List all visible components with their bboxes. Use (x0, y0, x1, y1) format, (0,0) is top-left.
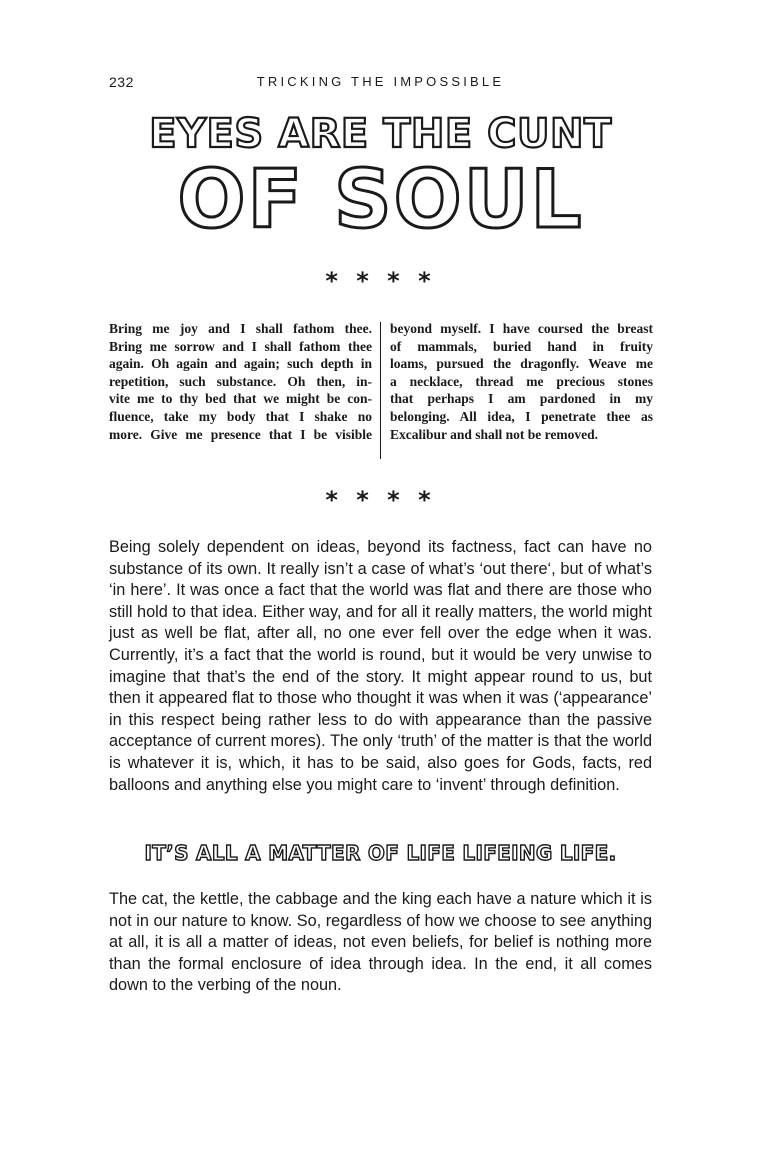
body-paragraph-2: The cat, the kettle, the cabbage and the king each have a nature which it is not in our nature to know. So, regardless of how we choose to see anything at all, it is all a matter of ideas, not even beliefs, for belief is nothing more than the formal enclosure of idea through idea. In the end, it all comes down to the verbing of the noun. (109, 890, 652, 995)
section-separator-top: * * * * (325, 267, 436, 295)
poem-line: more. Give me presence that I be visible (109, 426, 372, 442)
poem-line: repetition, such substance. Oh then, in- (109, 373, 372, 389)
poem-line: belonging. All idea, I penetrate thee as (390, 408, 653, 424)
poem-line: that perhaps I am pardoned in my (390, 391, 653, 407)
page-number: 232 (109, 74, 134, 90)
poem-line: fluence, take my body that I shake no (109, 408, 372, 424)
poem-line: vite me to thy bed that we might be con- (109, 391, 372, 407)
poem-line: Excalibur and shall not be removed. (390, 426, 599, 442)
poem-left-column (109, 320, 372, 443)
poem-line: Bring me joy and I shall fathom thee. (109, 321, 372, 336)
poem-block (109, 320, 653, 458)
poem-line: loams, pursued the dragonfly. Weave me (390, 356, 653, 372)
column-divider (380, 322, 381, 459)
poem-line: beyond myself. I have coursed the breast (390, 321, 653, 336)
poem-right-column (390, 320, 653, 443)
running-head: TRICKING THE IMPOSSIBLE (256, 74, 505, 89)
body-paragraph-1: Being solely dependent on ideas, beyond its factness, fact can have no substance of its own. It really isn’t a case of what’s ‘out there‘, but of what’s ‘in here’. It was once a fact that the world was flat and there are those who still hold to that idea. Either way, and for all it really matters, the world might just as well be flat, after all, no one ever fell over the edge when it was. Currently, it’s a fact that the world is round, but it would be very unwise to imagine that that’s the end of the story. It might appear round to us, but then it appeared flat to those who thought it was when it was (‘appearance’ in this respect being rather less to do with appearance than the passive acceptance of current mores). The only ‘truth’ of the matter is that the world is whatever it is, which, it has to be said, also goes for Gods, facts, red balloons and anything else you might care to ‘invent’ through definition. (109, 538, 652, 794)
section-separator-bottom: * * * * (325, 486, 436, 514)
poem-line: again. Oh again and again; such depth in (109, 356, 372, 372)
poem-line: of mammals, buried hand in fruity (390, 338, 653, 354)
poem-line: Bring me sorrow and I shall fathom thee (109, 338, 372, 354)
chapter-title-line-1: EYES ARE THE CUNT (149, 111, 612, 157)
chapter-title-line-2: OF SOUL (177, 153, 584, 246)
section-subheading: IT’S ALL A MATTER OF LIFE LIFEING LIFE. (144, 841, 617, 865)
poem-line: a necklace, thread me precious stones (390, 373, 653, 389)
